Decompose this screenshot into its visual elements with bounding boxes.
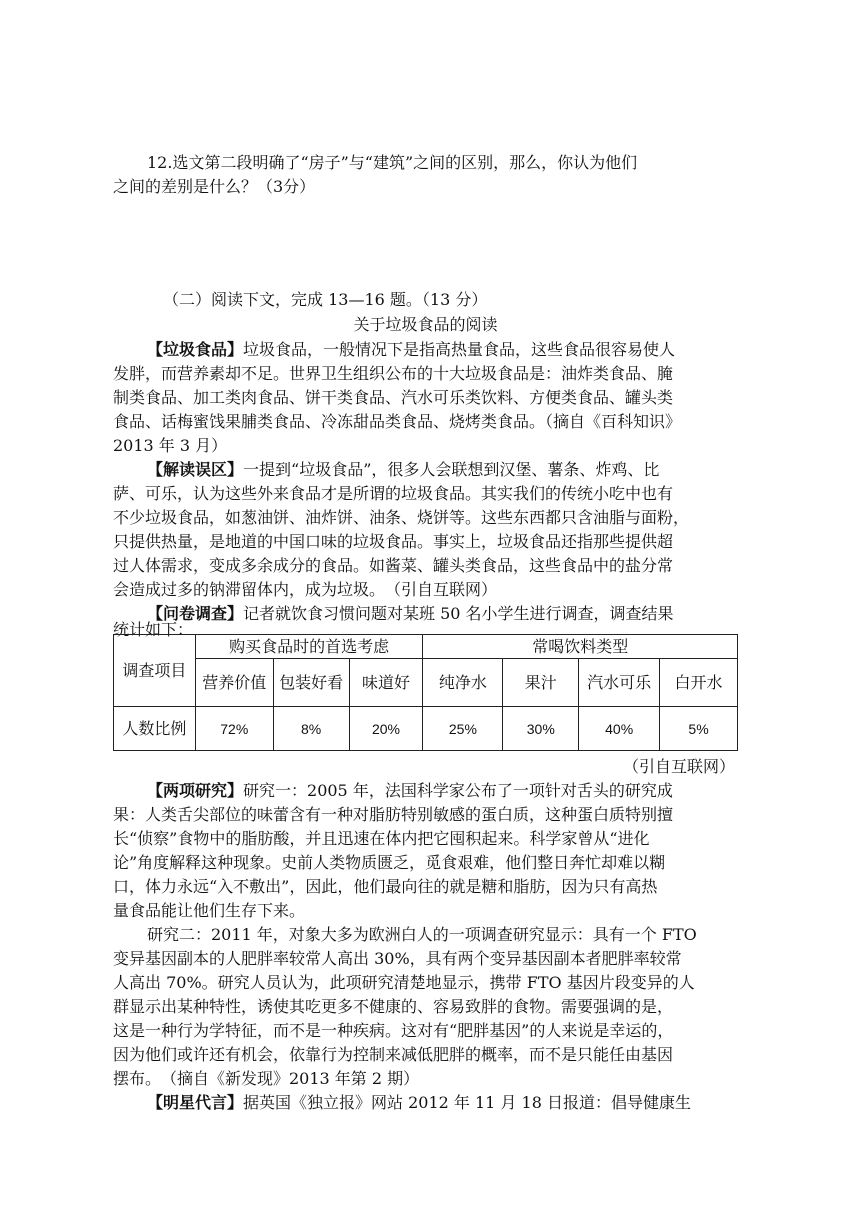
research-two-line-5: 这是一种行为学特征，而不是一种疾病。这对有“肥胖基因”的人来说是幸运的， [113, 1021, 674, 1040]
research-two-line-2: 变异基因副本的人肥胖率较常人高出 30%，具有两个变异基因副本者肥胖率较常 [113, 949, 682, 968]
research-line-5: 口，体力永远“入不敷出”，因此，他们最向往的就是糖和脂肪，因为只有高热 [113, 877, 658, 896]
junk-food-line-5: 2013 年 3 月） [113, 436, 228, 455]
junk-food-line-4: 食品、话梅蜜饯果脯类食品、冷冻甜品类食品、烧烤类食品。（摘自《百科知识》 [113, 412, 682, 431]
survey-line-2: 统计如下： [113, 620, 194, 639]
research-line-3: 长“侦察”食物中的脂肪酸，并且迅速在体内把它囤积起来。科学家曾从“进化 [113, 829, 650, 848]
research-line-1: 【两项研究】研究一：2005 年，法国科学家公布了一项针对舌头的研究成 [147, 781, 673, 800]
column-header: 纯净水 [423, 659, 503, 707]
table-cell: 5% [660, 707, 738, 751]
research-two-line-7: 摆布。 （摘自《新发现》2013 年第 2 期） [113, 1069, 420, 1088]
research-line-2: 果：人类舌尖部位的味蕾含有一种对脂肪特别敏感的蛋白质，这种蛋白质特别擅 [113, 805, 674, 824]
question-12-line-2: 之间的差别是什么？（3分） [113, 177, 316, 196]
research-two-line-4: 群显示出某种特性，诱使其吃更多不健康的、容易致胖的食物。需要强调的是， [113, 997, 674, 1016]
row-label-survey-item: 调查项目 [114, 635, 196, 707]
group-header-drink-type: 常喝饮料类型 [423, 635, 738, 659]
group-header-food-choice: 购买食品时的首选考虑 [195, 635, 423, 659]
table-cell: 40% [579, 707, 660, 751]
table-cell: 72% [195, 707, 273, 751]
star-endorsement-line-1: 【明星代言】据英国《独立报》网站 2012 年 11 月 18 日报道：倡导健康生 [147, 1093, 691, 1112]
survey-heading: 【问卷调查】 [147, 604, 244, 623]
star-endorsement-heading: 【明星代言】 [147, 1093, 244, 1112]
research-two-line-1: 研究二：2011 年，对象大多为欧洲白人的一项调查研究显示：具有一个 FTO [147, 925, 697, 944]
myth-line-4: 只提供热量，是地道的中国口味的垃圾食品。事实上，垃圾食品还指那些提供超 [113, 532, 674, 551]
row-label-ratio: 人数比例 [114, 707, 196, 751]
article-title: 关于垃圾食品的阅读 [353, 315, 498, 334]
section-intro: （二）阅读下文，完成 13—16 题。（13 分） [163, 290, 488, 309]
myth-line-3: 不少垃圾食品，如葱油饼、油炸饼、油条、烧饼等。这些东西都只含油脂与面粉， [113, 508, 690, 527]
research-two-line-3: 人高出 70%。研究人员认为，此项研究清楚地显示，携带 FTO 基因片段变异的人 [113, 973, 695, 992]
junk-food-heading: 【垃圾食品】 [147, 340, 244, 359]
column-header: 汽水可乐 [579, 659, 660, 707]
junk-food-line-2: 发胖，而营养素却不足。世界卫生组织公布的十大垃圾食品是：油炸类食品、腌 [113, 364, 674, 383]
myth-heading: 【解读误区】 [147, 460, 244, 479]
table-cell: 20% [349, 707, 423, 751]
table-cell: 25% [423, 707, 503, 751]
junk-food-line-1: 【垃圾食品】垃圾食品，一般情况下是指高热量食品，这些食品很容易使人 [147, 340, 676, 359]
research-line-4: 论”角度解释这种现象。史前人类物质匮乏，觅食艰难，他们整日奔忙却难以糊 [113, 853, 666, 872]
question-12-line-1: 12.选文第二段明确了“房子”与“建筑”之间的区别，那么，你认为他们 [147, 153, 638, 172]
research-line-6: 量食品能让他们生存下来。 [113, 901, 306, 920]
table-cell: 30% [503, 707, 579, 751]
myth-line-2: 萨、可乐，认为这些外来食品才是所谓的垃圾食品。其实我们的传统小吃中也有 [113, 484, 674, 503]
table-cell: 8% [273, 707, 349, 751]
survey-line-1: 【问卷调查】记者就饮食习惯问题对某班 50 名小学生进行调查，调查结果 [147, 604, 674, 623]
survey-table [113, 634, 738, 751]
column-header: 果汁 [503, 659, 579, 707]
column-header: 包装好看 [273, 659, 349, 707]
research-heading: 【两项研究】 [147, 781, 244, 800]
column-header: 营养价值 [195, 659, 273, 707]
junk-food-line-3: 制类食品、加工类肉食品、饼干类食品、汽水可乐类饮料、方便类食品、罐头类 [113, 388, 674, 407]
myth-line-6: 会造成过多的钠滞留体内，成为垃圾。 （引自互联网） [113, 580, 498, 599]
column-header: 味道好 [349, 659, 423, 707]
myth-line-1: 【解读误区】一提到“垃圾食品”，很多人会联想到汉堡、薯条、炸鸡、比 [147, 460, 660, 479]
myth-line-5: 过人体需求，变成多余成分的食品。如酱菜、罐头类食品，这些食品中的盐分常 [113, 556, 674, 575]
research-two-line-6: 因为他们或许还有机会，依靠行为控制来减低肥胖的概率，而不是只能任由基因 [113, 1045, 674, 1064]
survey-source: （引自互联网） [622, 757, 735, 776]
column-header: 白开水 [660, 659, 738, 707]
